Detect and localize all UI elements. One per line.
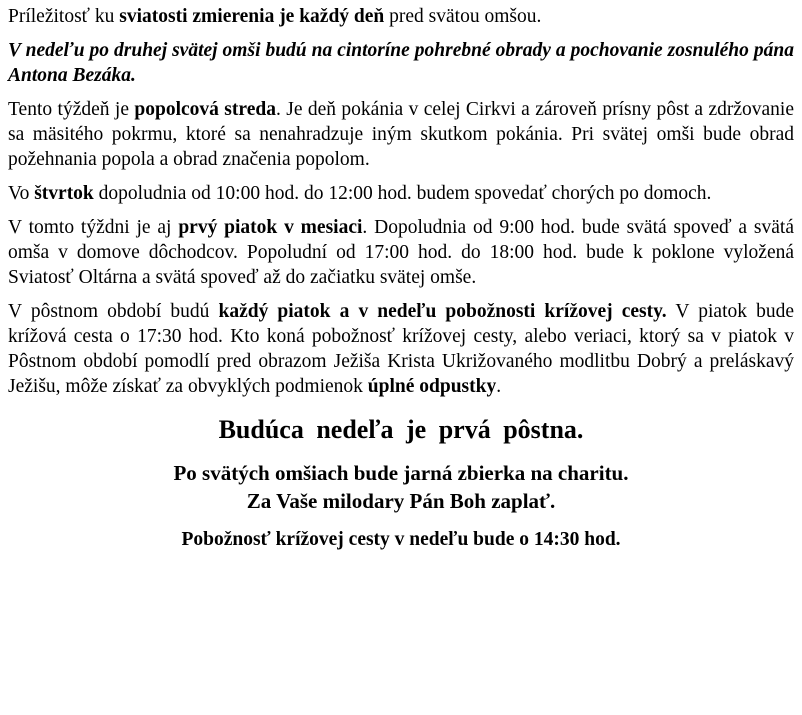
headline-next-sunday: Budúca nedeľa je prvá pôstna. xyxy=(218,415,584,444)
paragraph-thursday: Vo štvrtok dopoludnia od 10:00 hod. do 12:00 hod. budem spovedať chorých po domoch. xyxy=(8,183,712,204)
paragraph-funeral: V nedeľu po druhej svätej omši budú na cintoríne pohrebné obrady a pochovanie zosnulého pána Antona Bezáka. xyxy=(8,40,794,86)
charity-line-2: Za Vaše milodary Pán Boh zaplať. xyxy=(246,489,556,513)
paragraph-stations-of-cross: V pôstnom období budú každý piatok a v nedeľu pobožnosti krížovej cesty. V piatok bude krížová cesta o 17:30 hod. Kto koná pobožnosť krížovej cesty, alebo veriaci, ktorý sa v piatok v Pôstnom období pomodlí pred obrazom Ježiša Krista Ukrižovaného modlitbu Dobrý a preláskavý Ježišu, môže získať za obvyklých podmienok úplné odpustky. xyxy=(8,301,794,397)
paragraph-first-friday: V tomto týždni je aj prvý piatok v mesiaci. Dopoludnia od 9:00 hod. bude svätá spoveď a svätá omša v domove dôchodcov. Popoludní od 17:00 hod. do 18:00 hod. bude k poklone vyložená Sviatosť Oltárna a svätá spoveď až do začiatku svätej omše. xyxy=(8,217,794,288)
stations-highlight: každý piatok a v nedeľu pobožnosti krížovej cesty. xyxy=(218,301,667,322)
indulgence-highlight: úplné odpustky xyxy=(367,376,497,397)
paragraph-ash-wednesday: Tento týždeň je popolcová streda. Je deň pokánia v celej Cirkvi a zároveň prísny pôst a zdržovanie sa mäsitého pokrmu, ktoré sa nenahradzuje iným skutkom pokánia. Pri svätej omši bude obrad požehnania popola a obrad značenia popolom. xyxy=(8,99,794,170)
charity-announcement xyxy=(8,459,794,515)
paragraph-confession: Príležitosť ku sviatosti zmierenia je každý deň pred svätou omšou. xyxy=(8,6,542,27)
confession-highlight: sviatosti zmierenia je každý deň xyxy=(119,6,385,27)
thursday-highlight: štvrtok xyxy=(34,183,94,204)
stations-sunday-time: Pobožnosť krížovej cesty v nedeľu bude o 14:30 hod. xyxy=(181,529,621,550)
charity-line-1: Po svätých omšiach bude jarná zbierka na charitu. xyxy=(173,461,629,485)
first-friday-highlight: prvý piatok v mesiaci xyxy=(178,217,363,238)
ash-wednesday-highlight: popolcová streda xyxy=(134,99,276,120)
